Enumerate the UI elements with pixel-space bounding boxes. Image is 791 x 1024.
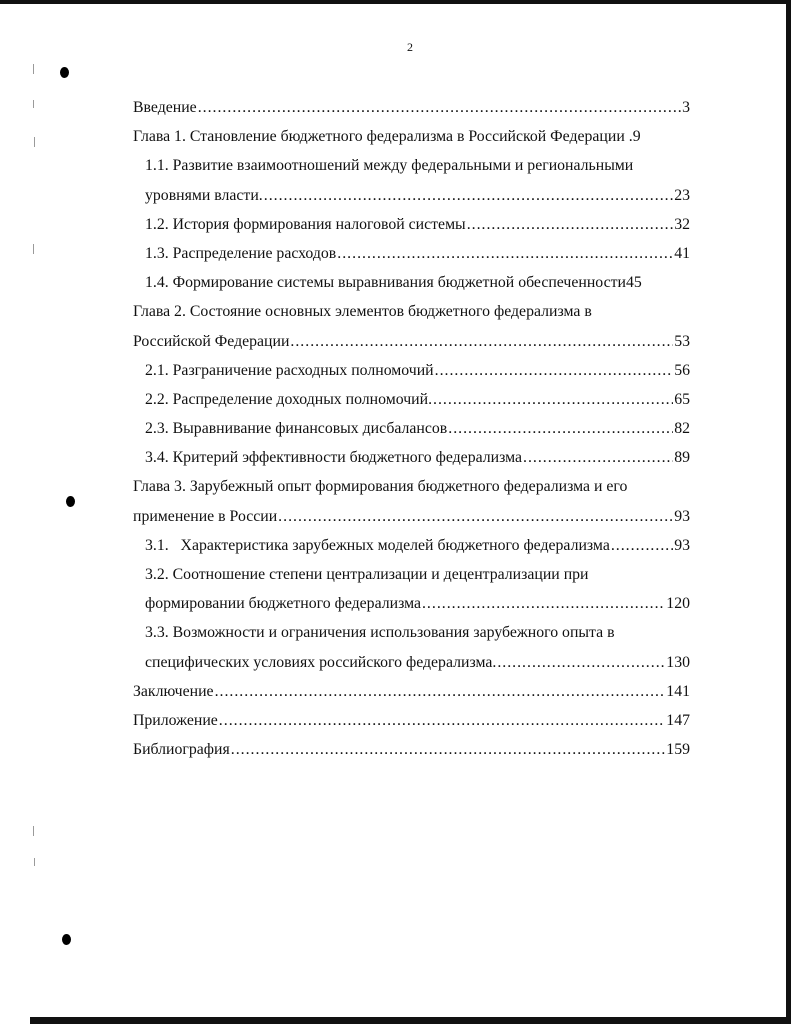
toc-title: формировании бюджетного федерализма — [145, 595, 421, 613]
toc-page: 159 — [666, 741, 690, 759]
toc-page: 9 — [632, 128, 641, 146]
toc-entry-1-1-line2[interactable] — [133, 181, 690, 210]
punch-hole-mark — [66, 496, 75, 507]
leader-dots — [264, 181, 673, 210]
leader-dots — [278, 502, 673, 531]
punch-hole-mark — [60, 67, 69, 78]
leader-dots — [497, 648, 665, 677]
toc-title: 1.1. Развитие взаимоотношений между федеральными и региональными — [145, 157, 634, 175]
toc-title: Российской Федерации — [133, 332, 290, 350]
toc-title: 1.2. История формирования налоговой системы — [145, 215, 466, 233]
toc-entry-2-3[interactable] — [133, 414, 690, 443]
toc-page: 3 — [682, 99, 690, 116]
toc-page: 32 — [674, 215, 690, 233]
toc-entry-conclusion[interactable] — [133, 677, 690, 706]
toc-title: 3.3. Возможности и ограничения использования зарубежного опыта в — [145, 624, 615, 642]
punch-hole-mark — [62, 934, 71, 945]
toc-title: Заключение — [133, 682, 214, 700]
toc-page: 82 — [674, 420, 690, 438]
toc-title: 2.1. Разграничение расходных полномочий — [145, 361, 434, 379]
toc-entry-3-1[interactable] — [133, 531, 690, 560]
leader-dots — [231, 735, 666, 764]
page-number: 2 — [407, 40, 413, 54]
toc-entry-1-2[interactable] — [133, 210, 690, 239]
toc-entry-3-3-line2[interactable] — [133, 648, 690, 677]
leader-dots — [215, 677, 666, 706]
leader-dots — [219, 706, 666, 735]
toc-page: 41 — [674, 244, 690, 262]
toc-page: 45 — [625, 274, 642, 292]
toc-entry-1-1-line1[interactable] — [133, 151, 690, 180]
toc-entry-chapter-2-line2[interactable] — [133, 327, 690, 356]
toc-title: 3.1. Характеристика зарубежных моделей бюджетного федерализма — [145, 536, 610, 554]
toc-page: 141 — [666, 682, 690, 700]
toc-entry-chapter-2-line1[interactable] — [133, 297, 690, 326]
toc-title: Глава 3. Зарубежный опыт формирования бюджетного федерализма и его — [133, 478, 628, 496]
scan-artifact — [34, 137, 35, 147]
toc-title: Приложение — [133, 711, 218, 729]
toc-title: применение в России — [133, 507, 278, 525]
toc-entry-2-2[interactable] — [133, 385, 690, 414]
leader-dots — [435, 356, 674, 385]
toc-page: 89 — [674, 449, 690, 467]
scan-artifact — [33, 244, 34, 254]
toc-page: 93 — [674, 507, 690, 525]
toc-entry-chapter-3-line1[interactable] — [133, 472, 690, 501]
toc-page: 56 — [674, 361, 690, 379]
table-of-contents — [133, 93, 690, 764]
leader-dots — [337, 239, 673, 268]
leader-dots — [523, 443, 673, 472]
toc-entry-3-4[interactable] — [133, 443, 690, 472]
toc-page: 130 — [666, 653, 690, 671]
toc-entry-2-1[interactable] — [133, 356, 690, 385]
toc-entry-chapter-3-line2[interactable] — [133, 502, 690, 531]
leader-dots — [611, 531, 673, 560]
leader-dots — [467, 210, 674, 239]
toc-title: 1.3. Распределение расходов — [145, 244, 337, 262]
toc-title: 2.2. Распределение доходных полномочий. — [145, 390, 433, 408]
toc-page: 53 — [674, 332, 690, 350]
toc-entry-3-3-line1[interactable] — [133, 618, 690, 647]
toc-title: 2.3. Выравнивание финансовых дисбалансов — [145, 420, 448, 438]
scan-artifact — [33, 826, 34, 836]
leader-dots — [433, 385, 673, 414]
scan-artifact — [33, 64, 34, 74]
toc-title: Глава 1. Становление бюджетного федерализма в Российской Федерации . — [133, 128, 633, 146]
toc-page: 120 — [666, 595, 690, 613]
toc-title: 3.2. Соотношение степени централизации и децентрализации при — [145, 566, 589, 583]
toc-title: специфических условиях российского федерализма. — [145, 653, 497, 671]
toc-entry-1-4[interactable] — [133, 268, 690, 297]
toc-entry-appendix[interactable] — [133, 706, 690, 735]
toc-title: Введение — [133, 99, 197, 116]
scan-artifact — [34, 858, 35, 866]
scan-edge-right — [786, 0, 791, 1024]
leader-dots — [448, 414, 673, 443]
leader-dots — [198, 93, 681, 122]
toc-entry-bibliography[interactable] — [133, 735, 690, 764]
scan-artifact — [33, 100, 34, 108]
toc-entry-chapter-1[interactable] — [133, 122, 690, 151]
toc-entry-3-2-line2[interactable] — [133, 589, 690, 618]
toc-entry-1-3[interactable] — [133, 239, 690, 268]
toc-page: 147 — [666, 711, 690, 729]
toc-entry-3-2-line1[interactable] — [133, 560, 690, 589]
toc-entry-intro[interactable] — [133, 93, 690, 122]
toc-title: Библиография — [133, 741, 230, 759]
scan-edge-top — [0, 0, 791, 4]
toc-title: 3.4. Критерий эффективности бюджетного федерализма — [145, 449, 522, 467]
leader-dots — [290, 327, 673, 356]
toc-title: Глава 2. Состояние основных элементов бюджетного федерализма в — [133, 303, 592, 321]
toc-page: 93 — [674, 536, 690, 554]
toc-title: уровнями власти. — [145, 186, 263, 204]
leader-dots — [422, 589, 665, 618]
scan-edge-bottom — [30, 1017, 791, 1024]
toc-title: 1.4. Формирование системы выравнивания бюджетной обеспеченности — [145, 274, 626, 292]
toc-page: 65 — [674, 390, 690, 408]
toc-page: 23 — [674, 186, 690, 204]
